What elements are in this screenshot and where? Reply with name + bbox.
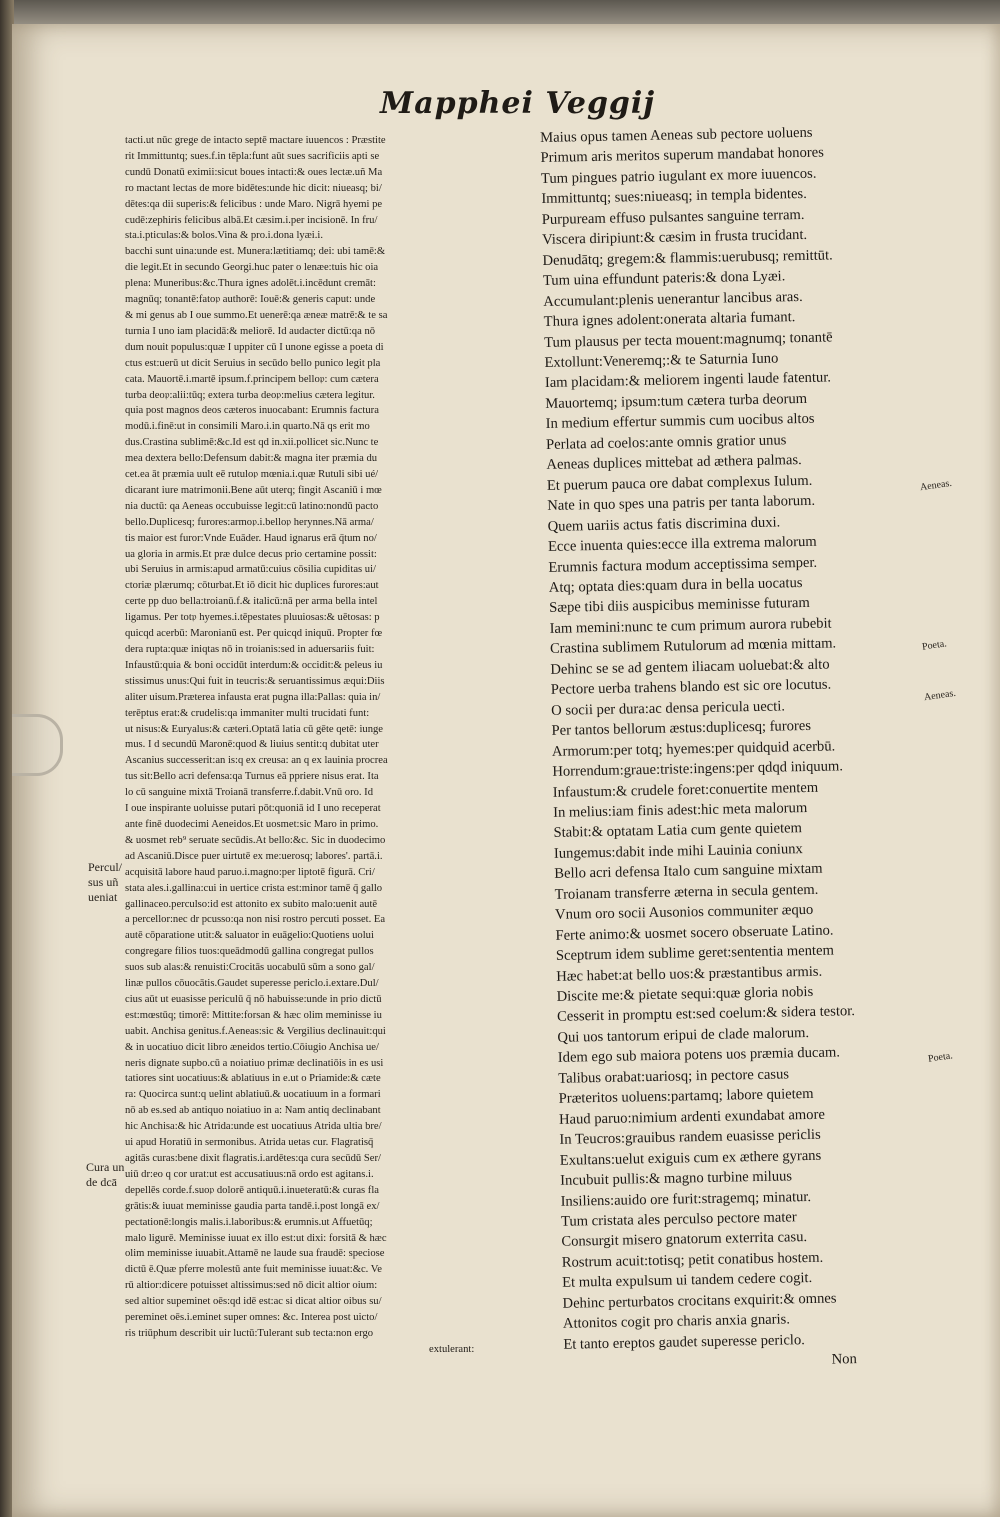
commentary-line: & mi genus ab I oue summo.Et uenerē:qa æneæ matrē:& te sa [125, 309, 388, 321]
commentary-line: agitās curas:bene dixit flagratis.i.ardētes:qa cura secūdū Ser/ [125, 1153, 381, 1164]
verse-line: Erumnis factura modum acceptissima semper. [548, 554, 818, 576]
verse-line: Præteritos uoluens:partamq; labore quietem [558, 1086, 814, 1108]
verse-line: Horrendum:graue:triste:ingens:per qdqd iniquum. [552, 758, 844, 780]
verse-line: Vnum oro socii Ausonios communiter æquo [554, 902, 814, 924]
commentary-line: depellēs corde.f.suo𝔭 dolorē antiquū.i.inueteratū:& curas fla [125, 1184, 379, 1196]
verse-line: Et tanto ereptos gaudet superesse periclo. [563, 1331, 805, 1353]
commentary-line: suos sub alas:& renuisti:Crocitās uocabulū sūm a sono gal/ [125, 962, 375, 974]
verse-line: In Teucros:grauibus randem euasisse periclis [559, 1127, 821, 1149]
commentary-line: tatiores sint uocatiuus:& ablatiuus in e.ut o Priamide:& cæte [125, 1073, 381, 1085]
verse-line: In medium effertur summis cum uocibus altos [545, 411, 815, 433]
commentary-line: rit Immittuntq; sues.f.in tēpla:funt aūt sues sacrificiis apti se [125, 150, 380, 162]
catchword: Non [831, 1351, 857, 1368]
commentary-line: neris dignate supbo.cū a noiatiuo primæ declinatiōis in es usi [125, 1057, 384, 1069]
commentary-line: Infaustū:quia & boni occidūt interdum:& occidit:& peleus iu [125, 659, 383, 671]
commentary-line: turnia I uno iam placidā:& meliorē. Id audacter dictū:qa nō [125, 325, 376, 337]
verse-line: Viscera diripiunt:& cæsim in frusta trucidant. [542, 227, 808, 249]
verse-line: Bello acri defensa Italo cum sanguine mixtam [554, 861, 823, 883]
commentary-line: aliter uisum.Præterea infausta erat pugna illa:Pallas: quia in/ [125, 691, 381, 703]
verse-line: Per tantos bellorum æstus:duplicesq; furores [551, 718, 812, 740]
verse-line: Exultans:uelut exiguis cum ex æthere gyrans [559, 1147, 822, 1169]
commentary-line: sed altior supeminet oēs:qd idē est:ac si dicat altior oibus su/ [125, 1296, 382, 1308]
verse-column [540, 121, 944, 1376]
verse-line: Tum plausus per tecta mouent:magnumq; tonantē [543, 328, 833, 351]
commentary-line: nia ductū: qa Aeneas occubuisse legit:cū latino:nondū pacto [125, 500, 379, 512]
verse-line: Nate in quo spes una patris per tanta laborum. [547, 492, 816, 515]
commentary-line: tus sit:Bello acri defensa:qa Turnus eā ppriere nisus erat. Ita [125, 771, 379, 783]
verse-line: Iam placidam:& meliorem ingenti laude fatentur. [544, 369, 832, 392]
verse-line: O socii per dura:ac densa pericula uecti. [551, 698, 786, 719]
commentary-line: stata ales.i.gallina:cui in uertice crista est:minor tamē q̄ gallo [125, 882, 383, 894]
verse-line: Qui uos tantorum eripui de clade malorum. [557, 1024, 810, 1046]
commentary-line: dētes:qa dii superis:& felicibus : unde Maro. Nigrā hyemi pe [125, 198, 383, 210]
commentary-line: I oue inspirante uoluisse putari pōt:quoniā id I uno receperat [125, 803, 381, 815]
commentary-line: dum nouit populus:quæ I uppiter cū I unone egisse a poeta di [125, 341, 384, 353]
commentary-line: cet.ea āt præmia uult eē rutulo𝔭 mœnia.i.quæ Rutuli sibi ué/ [125, 469, 379, 481]
commentary-line: bello.Duplicesq; furores:armo𝔭.i.bello𝔭 herynnes.Nā arma/ [125, 516, 374, 528]
commentary-line: dera rupta:quæ iniqtas nō in troianis:sed in aduersariis fuit: [125, 644, 375, 655]
margin-note-poeta: Poeta. [921, 638, 948, 653]
commentary-line: olim meminisse iuuabit.Attamē ne laude sua fraudē: speciose [125, 1248, 385, 1260]
commentary-line: Ascanius successerit:an is:q ex creusa: an q ex lauinia procrea [125, 755, 388, 767]
verse-line: Insiliens:auido ore furit:stragemq; minatur. [560, 1188, 812, 1210]
commentary-line: mea dextera bello:Defensum dabit:& magna iter præmia du [125, 453, 378, 465]
verse-line: Extollunt:Veneremq;:& te Saturnia Iuno [544, 350, 779, 371]
commentary-line: grātis:& iuuat meminisse gaudia parta tandē.i.post longā ex/ [125, 1200, 380, 1212]
verse-line: Mauortemq; ipsum:tum cætera turba deorum [545, 390, 808, 412]
commentary-line: ro mactant lectas de more bidētes:unde hic dicit: niueasq; bi/ [125, 182, 382, 194]
margin-note-aeneas: Aeneas. [919, 477, 953, 494]
commentary-line: pereminet oēs.i.eminet super omnes: &c. Interea post uicto/ [125, 1312, 378, 1324]
commentary-line: dicarant iure matrimonii.Bene aūt uterq; fingit Ascaniū i mœ [125, 484, 382, 496]
verse-line: Iam memini:nunc te cum primum aurora rubebit [549, 615, 832, 637]
verse-line: Accumulant:plenis uenerantur lancibus aras. [543, 288, 803, 310]
verse-line: Immittuntq; sues:niueasq; in templa bidentes. [541, 186, 807, 208]
commentary-line: & uosmet reb⁹ seruate secūdis.At bello:&c. Sic in duodecimo [125, 834, 386, 846]
verse-line: Consurgit misero gnatorum exterrita casu. [561, 1229, 808, 1251]
commentary-line: est:mœstūq; timorē: Mittite:forsan & hæc olim meminisse iu [125, 1009, 382, 1021]
verse-line: In melius:iam finis adest:hic meta malorum [552, 799, 808, 821]
verse-line: Iungemus:dabit inde mihi Lauinia coniunx [553, 840, 803, 862]
commentary-line: congregare filios tuos:queādmodū gallina congregat pullos [125, 946, 374, 958]
commentary-line: hic Anchisa:& hic Atrida:unde est uocatiuus Atrida ultia bre/ [125, 1121, 382, 1133]
commentary-line: ligamus. Per tot𝔭 hyemes.i.tēpestates pluuiosas:& uētosas: p [125, 612, 380, 624]
commentary-line: tacti.ut nūc grege de intacto septē mactare iuuencos : Præstite [125, 135, 386, 146]
commentary-line: dictū ē.Quæ pferre molestū ante fuit meminisse iuuat:&c. Ve [125, 1264, 382, 1276]
commentary-line: pectationē:longis malis.i.laboribus:& erumnis.ut Affuetūq; [125, 1216, 373, 1228]
commentary-line: tis maior est furor:Vnde Euāder. Haud ignarus erā q̄tum no/ [125, 532, 377, 544]
verse-line: Ferte animo:& uosmet socero obseruate Latino. [555, 922, 834, 944]
margin-note-line: sus uñ [88, 875, 119, 889]
verse-line: Rostrum acuit:totisq; petit conatibus hostem. [561, 1249, 824, 1271]
commentary-line: linæ pullos cōuocātis.Gaudet superesse periclo.i.extare.Dul/ [125, 978, 379, 990]
commentary-line: & in uocatiuo dicit libro æneidos tertio.Cōiugio Anchisa ue/ [125, 1041, 379, 1053]
verse-line: Sceptrum idem sublime geret:sententia mentem [555, 942, 835, 964]
verse-line: Purpuream effuso pulsantes sanguine terram. [541, 206, 805, 228]
commentary-line: turba deo𝔭:alii:tūq; extera turba deo𝔭:melius cætera legitur. [125, 389, 375, 401]
commentary-line: rū altior:dicere potuisset altissimus:sed nō dicit altior oium: [125, 1280, 378, 1292]
commentary-line: cudē:zephiris felicibus albā.Et cæsim.i.per incisionē. In fru/ [125, 214, 378, 226]
verse-line: Maius opus tamen Aeneas sub pectore uoluens [540, 124, 813, 146]
verse-line: Aeneas duplices mittebat ad æthera palmas. [546, 452, 802, 474]
commentary-line: ris triūphum describit uir luctū:Tulerant sub tecta:non ergo [125, 1327, 374, 1339]
verse-line: Hæc habet:at bello uos:& præstantibus armis. [556, 963, 823, 985]
verse-line: Cesserit in promptu est:sed coelum:& sidera testor. [556, 1003, 856, 1026]
commentary-line: uabit. Anchisa genitus.f.Aeneas:sic & Vergilius declinauit:qui [125, 1025, 386, 1037]
margin-note-aeneas: Aeneas. [923, 687, 957, 704]
verse-line: Atq; optata dies:quam dura in bella uocatus [548, 575, 803, 596]
verse-line: Incubuit pullis:& magno turbine miluus [560, 1168, 793, 1189]
commentary-column [125, 133, 525, 1358]
commentary-line: quicqd acerbū: Maronianū est. Per quicqd iniquū. Propter fœ [125, 628, 383, 640]
margin-note-poeta: Poeta. [927, 1050, 954, 1065]
commentary-line: dus.Crastina sublimē:&c.Id est qd in.xii.pollicet sic.Nunc te [125, 437, 379, 449]
commentary-line: ut nisus:& Euryalus:& cæteri.Optatā latia cū gēte qetē: iunge [125, 723, 384, 735]
verse-line: Stabit:& optatam Latia cum gente quietem [553, 820, 803, 842]
verse-line: Tum uina effundunt pateris:& dona Lyæi. [542, 268, 786, 290]
commentary-line: sta.i.pticulas:& bolos.Vina & pro.i.dona lyæi.i. [125, 230, 323, 242]
verse-line: Discite me:& pietate sequi:quæ gloria nobis [556, 983, 814, 1005]
verse-line: Dehinc se se ad gentem iliacam uoluebat:& alto [550, 656, 830, 678]
verse-line: Et puerum pauca ore dabat complexus Iulum. [546, 472, 813, 494]
running-head: Mapphei Veggij [380, 86, 656, 121]
verse-line: Armorum:per totq; hyemes:per quidquid acerbū. [551, 738, 836, 760]
verse-line: Crastina sublimem Rutulorum ad mœnia mittam. [549, 635, 837, 658]
commentary-line: uiū dr:eo q cor urat:ut est accusatiuus:nā ordo est agitans.i. [125, 1168, 374, 1180]
commentary-line: stissimus unus:Qui fuit in teucris:& seruantissimus æqui:Diis [125, 675, 385, 687]
verse-line: Dehinc perturbatos crocitans exquirit:& omnes [562, 1290, 837, 1312]
commentary-line: lo cū sanguine mixtā Troianā transferre.f.dabit.Vnū oro. Id [125, 787, 374, 799]
commentary-line: cata. Mauortē.i.martē ipsum.f.principem bello𝔭: cum cætera [125, 373, 379, 385]
commentary-line: nō ab es.sed ab antiquo noiatiuo in a: Nam antiq declinabant [125, 1105, 381, 1117]
commentary-line: a percellor:nec dr pcusso:qa non nisi rostro percuti posset. Ea [125, 914, 386, 926]
verse-line: Sæpe tibi diis auspicibus meminisse futuram [549, 595, 810, 617]
commentary-line: die legit.Et in secundo Georgi.huc pater o lenæe:tuis hic oia [125, 262, 379, 274]
verse-line: Idem ego sub maiora potens uos præmia ducam. [557, 1044, 841, 1067]
commentary-line: ra: Quocirca sunt:q uelint ablatiuū.& uocatiuum in a formari [125, 1089, 381, 1101]
commentary-line: extulerant: [429, 1343, 475, 1355]
commentary-line: ctus est:uerū ut dicit Seruius in secūdo bello punico legit pla [125, 357, 381, 369]
verse-line: Thura ignes adolent:onerata altaria fumant. [543, 309, 796, 331]
commentary-line: ctoriæ plærumq; cōturbat.Et iō dicit hic duplices furores:aut [125, 580, 379, 592]
verse-line: Primum aris meritos superum mandabat honores [540, 145, 824, 167]
commentary-line: terēptus erat:& crudelis:qa immaniter multi trucidati funt: [125, 707, 370, 719]
verse-line: Quem uariis actus fatis discrimina duxi. [547, 514, 781, 535]
verse-line: Infaustum:& crudele foret:conuertite mentem [552, 779, 819, 801]
commentary-line: certe pp duo bella:troianū.f.& italicū:nā per arma bella intel [125, 596, 378, 608]
margin-note-cura [86, 1160, 124, 1190]
margin-note-line: Percul/ [88, 860, 122, 874]
commentary-line: acquisitā labore haud paruo.i.magno:per liptotē figurā. Cri/ [125, 866, 375, 878]
verse-line: Perlata ad coelos:ante omnis gratior unus [545, 432, 787, 453]
commentary-line: mus. I d secundū Maronē:quod & liuius sentit:q dubitat uter [125, 739, 379, 751]
verse-line: Tum cristata ales perculso pectore mater [560, 1209, 797, 1230]
verse-line: Troianam transferre æterna in secula gentem. [554, 881, 819, 903]
verse-line: Et multa expulsum ui tandem cedere cogit. [562, 1270, 813, 1292]
commentary-line: magnūq; tonantē:fato𝔭 authorē: Iouē:& generis caput: unde [125, 294, 376, 306]
commentary-line: ante finē duodecimi Aeneidos.Et uosmet:sic Maro in primo. [125, 818, 379, 830]
verse-line: Denudātq; gregem:& flammis:uerubusq; remittūt. [542, 247, 833, 269]
verse-line: Pectore uerba trahens blando est sic ore locutus. [550, 676, 832, 699]
commentary-line: bacchi sunt uina:unde est. Munera:lætitiamq; dei: ubi tamē:& [125, 246, 386, 258]
commentary-line: malo ligurē. Meminisse iuuat ex illo est:ut dixi: forsitā & hæc [125, 1232, 387, 1244]
commentary-line: gallinaceo.perculso:id est attonito ex subito malo:uenit autē [125, 898, 378, 910]
commentary-line: ad Ascaniū.Disce puer uirtutē ex me:uerosq; labores'. partā.i. [125, 850, 383, 862]
verse-line: Attonitos cogit pro charis anxia gnaris. [562, 1311, 791, 1333]
commentary-line: quia post magnos deos cæteros inuocabant: Erumnis factura [125, 405, 379, 417]
commentary-line: ubi Seruius in armis:apud armatū:cuius cōsilia cupiditas ui/ [125, 564, 376, 576]
verse-line: Tum pingues patrio iugulant ex more iuuencos. [540, 165, 817, 187]
commentary-line: autē cōparatione utit:& saluator in euāgelio:Quotiens uolui [125, 930, 374, 942]
margin-note-line: ueniat [88, 890, 118, 904]
commentary-line: plena: Muneribus:&c.Thura ignes adolēt.i.incēdunt cremāt: [125, 278, 376, 290]
commentary-line: ui apud Horatiū in sermonibus. Atrida uetas cur. Flagratisq̄ [125, 1137, 374, 1149]
commentary-line: cius aūt ut euasisse periculū q̄ nō habuisse:unde in prio dictū [125, 993, 382, 1005]
margin-note-line: de dcā [86, 1175, 117, 1189]
margin-note-percul [88, 860, 122, 905]
verse-line: Ecce inuenta quies:ecce illa extrema malorum [547, 533, 817, 555]
commentary-line: ua gloria in armis.Et præ dulce decus prio certamine possit: [125, 548, 377, 560]
commentary-line: cundū Donatū eximii:sicut boues intacti:& oues lectæ.uñ Ma [125, 166, 383, 178]
verse-line: Talibus orabat:uariosq; in pectore casus [558, 1066, 790, 1087]
verse-line: Haud paruo:nimium ardenti exundabat amore [558, 1106, 826, 1128]
paper-clip-icon [12, 714, 63, 776]
commentary-line: modū.i.finē:ut in consimili Maro.i.in quarto.Nā qs erit mo [125, 421, 370, 433]
margin-note-line: Cura un [86, 1160, 125, 1174]
